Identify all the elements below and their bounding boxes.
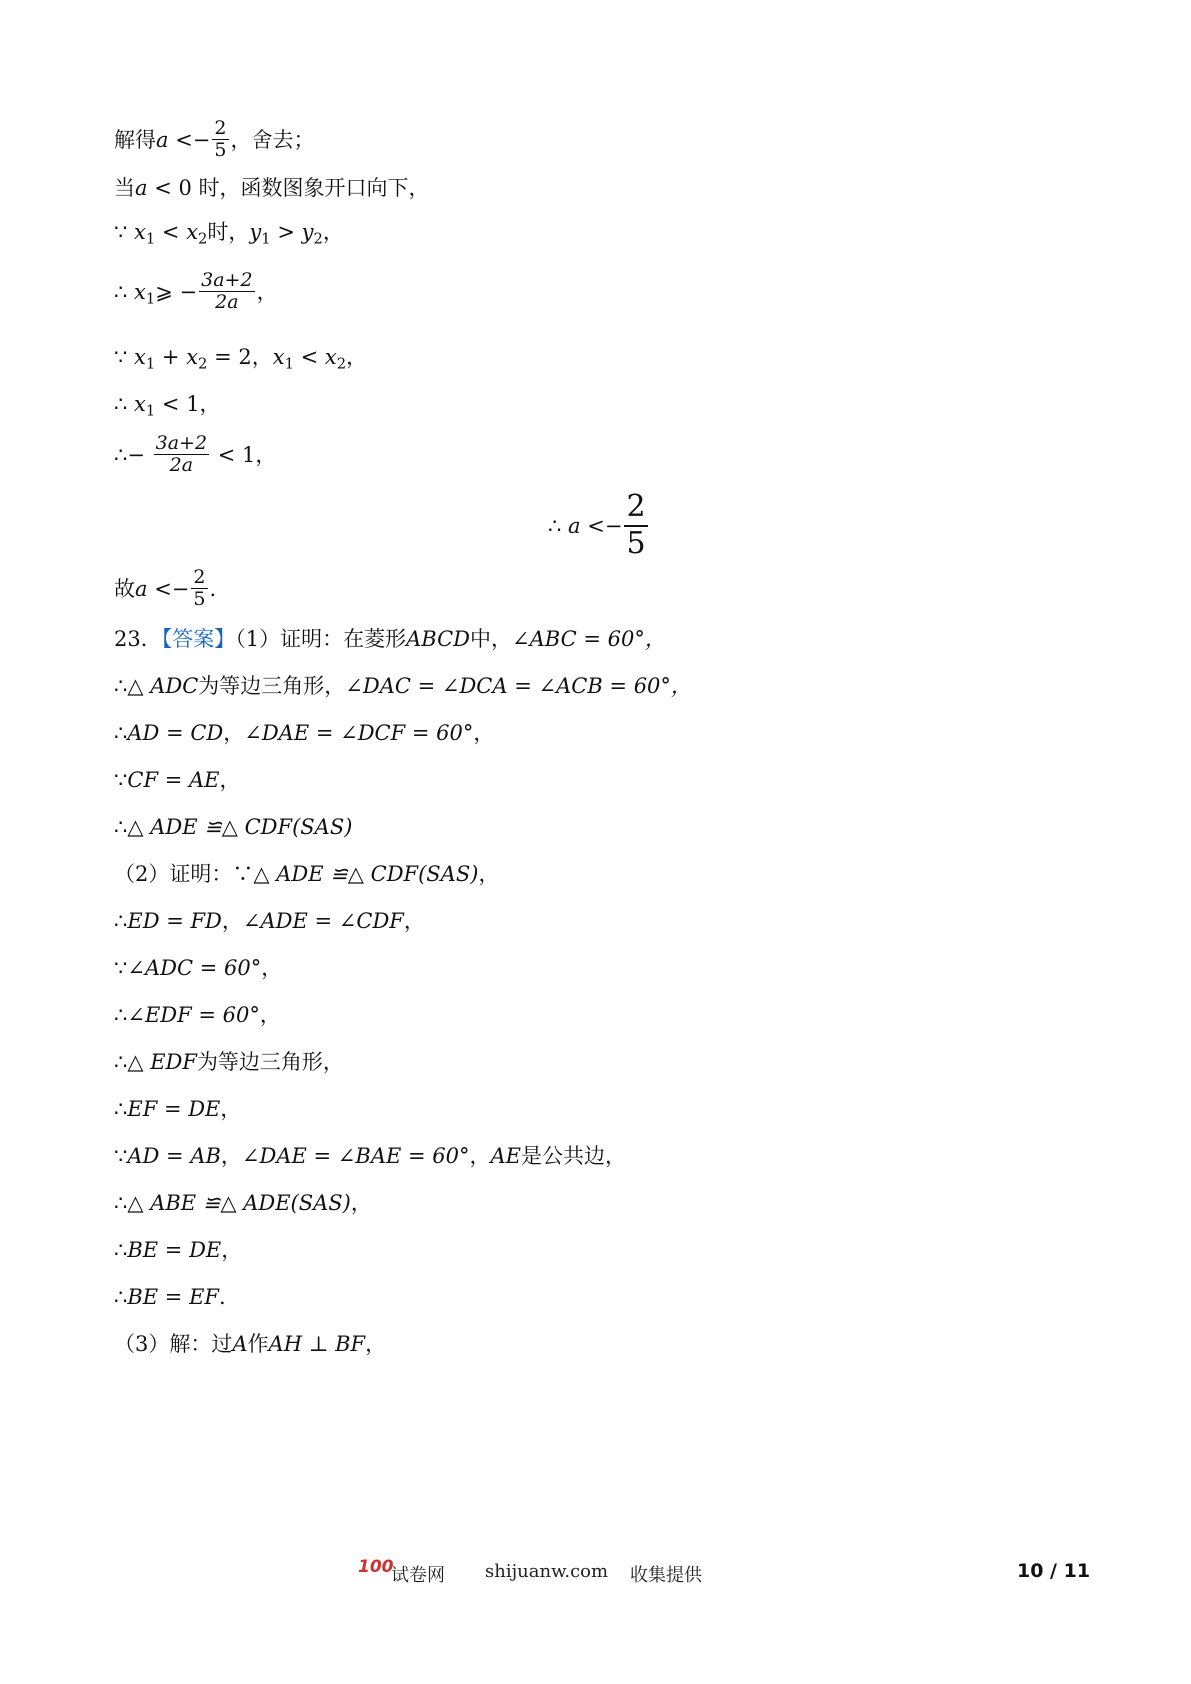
text: 中，: [470, 627, 513, 651]
text: （2）证明：: [114, 862, 233, 886]
var-x: x: [134, 345, 146, 369]
fraction: [212, 118, 228, 161]
text: 时，函数图象开口向下，: [191, 176, 430, 200]
line-15: [114, 864, 499, 885]
line-12: [114, 723, 494, 744]
page-number: 10 / 11: [1017, 1560, 1091, 1582]
text: 作: [247, 1332, 269, 1356]
text: = 2，: [207, 345, 273, 369]
var-x: x: [324, 345, 337, 369]
text: ，: [346, 345, 368, 369]
text: 时，: [207, 220, 250, 244]
text: ，: [221, 909, 243, 933]
therefore-symbol: ∴: [114, 721, 128, 745]
math-expr: BE = DE: [127, 1238, 222, 1262]
therefore-symbol: ∴: [548, 514, 569, 538]
subscript: 2: [336, 355, 347, 373]
text: 解得: [114, 127, 156, 152]
operator: ⩾ −: [155, 279, 198, 304]
text: .: [218, 1285, 226, 1309]
text: .: [209, 576, 217, 601]
text: （1）证明：在菱形: [235, 627, 407, 651]
var-x: x: [134, 220, 146, 244]
math-expr: AD = CD: [127, 721, 224, 745]
therefore-symbol: ∴: [114, 279, 135, 304]
math-expr: ∠EDF = 60°: [127, 1003, 260, 1027]
fraction: [624, 490, 647, 561]
text: ，: [350, 1191, 372, 1215]
math-expr: ADC: [150, 674, 199, 698]
math-expr: ∠ADE = ∠CDF: [242, 909, 404, 933]
line-20: [114, 1099, 241, 1120]
line-19: [114, 1052, 344, 1073]
numerator: 3a+2: [155, 432, 208, 454]
fraction: [199, 270, 254, 313]
text: ，: [365, 1332, 387, 1356]
therefore-symbol: ∴: [114, 909, 128, 933]
numerator: 2: [624, 490, 647, 527]
math-expr: ABE ≌△ ADE(SAS): [150, 1191, 351, 1215]
math-expr: EF = DE: [127, 1097, 221, 1121]
line-14: [114, 817, 352, 838]
line-22: [114, 1193, 372, 1214]
line-21: [114, 1146, 626, 1167]
therefore-symbol: ∴△: [114, 674, 151, 698]
var-x: x: [134, 392, 146, 416]
text: 当: [114, 176, 135, 200]
line-7: [114, 432, 277, 478]
subscript: 1: [145, 355, 156, 373]
text: ，: [256, 279, 278, 304]
denominator: 5: [214, 138, 227, 161]
text: ，: [478, 862, 500, 886]
line-10: [114, 629, 666, 650]
therefore-symbol: ∴: [114, 1285, 128, 1309]
subscript: 2: [198, 230, 208, 248]
line-24: [114, 1287, 226, 1308]
var-x: x: [186, 220, 199, 244]
var-x: x: [134, 279, 146, 304]
math-expr: AE: [490, 1144, 521, 1168]
subscript: 1: [145, 290, 156, 308]
footer-provided: 收集提供: [630, 1565, 702, 1586]
line-25: [114, 1334, 386, 1355]
text: ，: [220, 1144, 242, 1168]
footer-site-name: 试卷网: [391, 1565, 445, 1586]
var-y: y: [249, 220, 262, 244]
denominator: 5: [193, 587, 206, 610]
subscript: 1: [145, 402, 156, 420]
denominator: 2a: [215, 290, 239, 313]
var-a: a: [156, 127, 169, 152]
operator: < 0: [147, 176, 192, 200]
because-symbol: ∵: [114, 345, 135, 369]
line-5: [114, 345, 368, 373]
line-17: [114, 958, 282, 979]
math-expr: A: [232, 1332, 248, 1356]
therefore-symbol: ∴△: [114, 1050, 151, 1074]
math-expr: EDF: [150, 1050, 197, 1074]
math-expr: ADE ≌△ CDF(SAS): [150, 815, 353, 839]
therefore-symbol: ∴△: [114, 1191, 151, 1215]
math-expr: ∠DAE = ∠DCF = 60°: [244, 721, 474, 745]
text: ，: [223, 721, 245, 745]
question-number: 23．: [114, 627, 162, 651]
therefore-symbol: ∴: [114, 392, 135, 416]
text: 为等边三角形，: [198, 674, 346, 698]
therefore-symbol: ∴: [114, 1003, 128, 1027]
fraction: [191, 567, 207, 610]
text: ，: [261, 956, 283, 980]
line-16: [114, 911, 425, 932]
therefore-symbol: ∴△: [114, 815, 151, 839]
line-11: [114, 676, 692, 697]
line-4: [114, 269, 278, 315]
operator: >: [270, 220, 302, 244]
text: 为等边三角形，: [196, 1050, 344, 1074]
text: ，: [469, 1144, 491, 1168]
line-1: [114, 117, 315, 163]
answer-label: 【答案】: [161, 627, 236, 651]
var-a: a: [135, 176, 148, 200]
text: ，舍去；: [230, 127, 315, 152]
math-expr: ABCD: [406, 627, 471, 651]
var-a: a: [568, 514, 581, 538]
subscript: 1: [261, 230, 271, 248]
line-9: [114, 566, 217, 612]
text: （3）解：过: [114, 1332, 233, 1356]
therefore-symbol: ∴: [114, 1097, 128, 1121]
footer-domain[interactable]: shijuanw.com: [485, 1561, 609, 1582]
therefore-symbol: ∴−: [114, 442, 152, 467]
fraction: [154, 433, 209, 476]
line-3: [114, 220, 344, 248]
subscript: 1: [284, 355, 294, 373]
site-logo: 100: [358, 1557, 394, 1577]
numerator: 2: [214, 117, 227, 139]
math-expr: ∠DAC = ∠DCA = ∠ACB = 60°，: [345, 674, 692, 698]
text: ，: [259, 1003, 281, 1027]
text: 故: [114, 576, 135, 601]
text: ，: [473, 721, 495, 745]
text: ，: [221, 1238, 243, 1262]
text: ，: [219, 768, 241, 792]
math-expr: CF = AE: [127, 768, 220, 792]
line-2: [114, 178, 430, 199]
text: ，: [322, 220, 344, 244]
var-a: a: [135, 576, 148, 601]
text: < 1，: [211, 442, 277, 467]
var-y: y: [301, 220, 314, 244]
denominator: 5: [626, 525, 646, 561]
denominator: 2a: [169, 453, 194, 476]
line-13: [114, 770, 240, 791]
math-expr: BE = EF: [127, 1285, 219, 1309]
math-expr: ∠DAE = ∠BAE = 60°: [241, 1144, 470, 1168]
math-expr: AD = AB: [127, 1144, 221, 1168]
operator: <: [155, 220, 187, 244]
line-8-display: [548, 489, 650, 563]
operator: <: [293, 345, 325, 369]
operator: <−: [147, 576, 190, 601]
text: 是公共边，: [521, 1144, 626, 1168]
operator: +: [155, 345, 187, 369]
line-23: [114, 1240, 242, 1261]
operator: <−: [168, 127, 211, 152]
math-expr: AH ⊥ BF: [268, 1332, 366, 1356]
text: < 1，: [155, 392, 221, 416]
because-symbol: ∵△: [232, 862, 277, 886]
subscript: 2: [313, 230, 323, 248]
var-x: x: [186, 345, 199, 369]
because-symbol: ∵: [114, 956, 128, 980]
line-18: [114, 1005, 281, 1026]
numerator: 3a+2: [201, 269, 253, 291]
therefore-symbol: ∴: [114, 1238, 128, 1262]
text: ，: [220, 1097, 242, 1121]
line-6: [114, 392, 221, 420]
math-expr: ∠ADC = 60°: [127, 956, 262, 980]
because-symbol: ∵: [114, 768, 128, 792]
operator: <−: [580, 514, 623, 538]
subscript: 2: [198, 355, 208, 373]
because-symbol: ∵: [114, 1144, 128, 1168]
numerator: 2: [193, 566, 206, 588]
var-x: x: [272, 345, 285, 369]
math-expr: ∠ABC = 60°，: [512, 627, 666, 651]
math-expr: ED = FD: [127, 909, 222, 933]
because-symbol: ∵: [114, 220, 135, 244]
math-expr: ADE ≌△ CDF(SAS): [276, 862, 479, 886]
text: ，: [403, 909, 425, 933]
subscript: 1: [145, 230, 156, 248]
